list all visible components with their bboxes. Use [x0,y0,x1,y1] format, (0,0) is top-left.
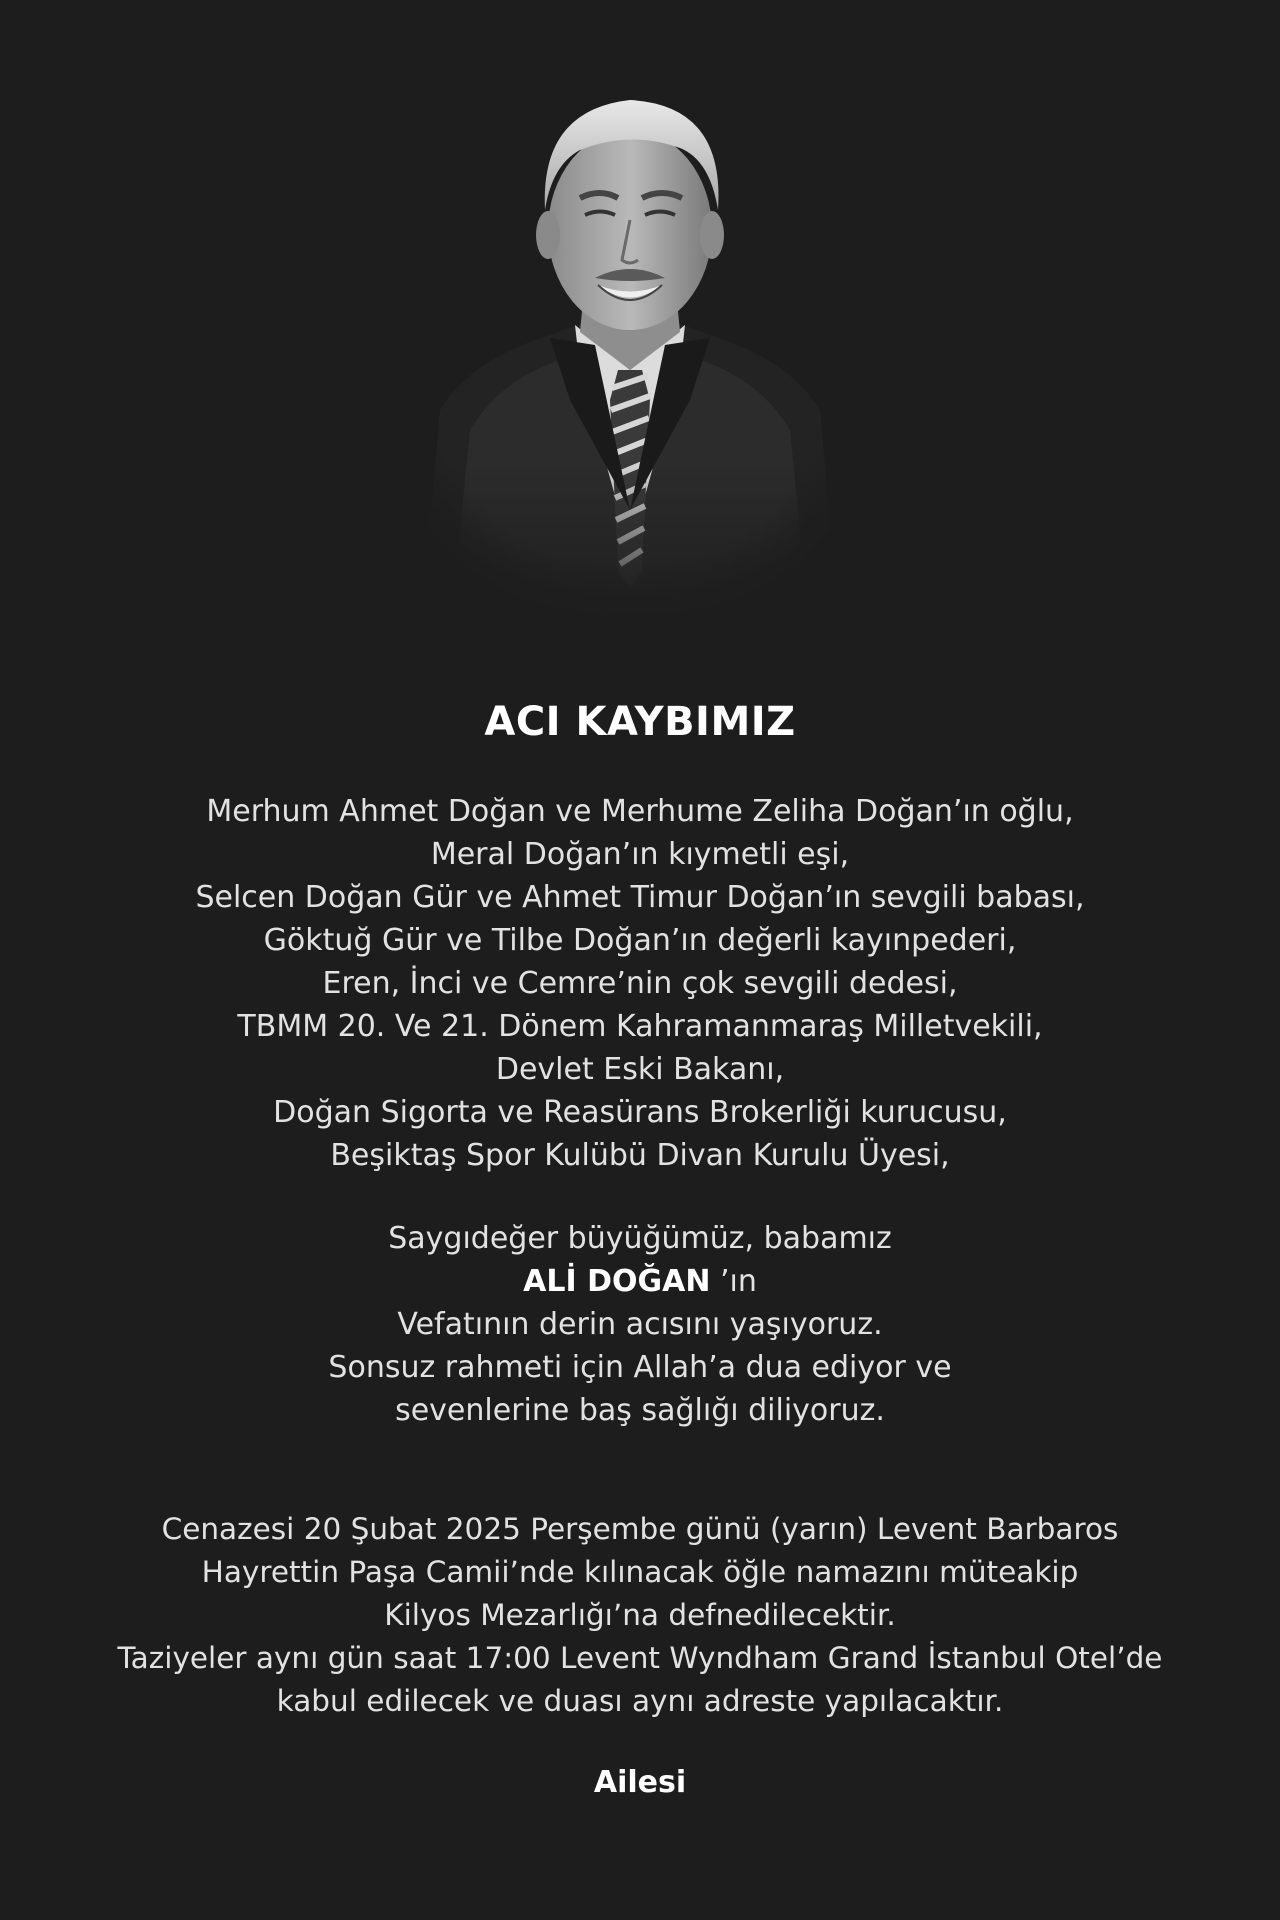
intro-line: TBMM 20. Ve 21. Dönem Kahramanmaraş Milletvekili, [237,1009,1043,1044]
intro-line: Doğan Sigorta ve Reasürans Brokerliği kurucusu, [273,1095,1007,1130]
intro-line: Eren, İnci ve Cemre’nin çok sevgili dedesi, [322,966,958,1001]
intro-line: Beşiktaş Spor Kulübü Divan Kurulu Üyesi, [330,1138,950,1173]
portrait-photo [380,70,880,630]
deceased-name: ALİ DOĞAN [523,1264,711,1299]
funeral-line: kabul edilecek ve duası aynı adreste yapılacaktır. [276,1684,1004,1718]
tribute-name-line [0,1260,1280,1303]
intro-line: Merhum Ahmet Doğan ve Merhume Zeliha Doğan’ın oğlu, [206,794,1074,829]
funeral-line: Taziyeler aynı gün saat 17:00 Levent Wyndham Grand İstanbul Otel’de [117,1641,1163,1675]
tribute-line: Vefatının derin acısını yaşıyoruz. [397,1307,883,1342]
obituary-heading: ACI KAYBIMIZ [484,699,796,745]
tribute-line: sevenlerine baş sağlığı diliyoruz. [395,1393,885,1428]
funeral-line: Cenazesi 20 Şubat 2025 Perşembe günü (yarın) Levent Barbaros [161,1512,1119,1546]
funeral-line: Hayrettin Paşa Camii’nde kılınacak öğle namazını müteakip [201,1555,1079,1589]
intro-line: Göktuğ Gür ve Tilbe Doğan’ın değerli kayınpederi, [263,923,1017,958]
name-suffix: ’ın [710,1264,757,1299]
intro-line: Selcen Doğan Gür ve Ahmet Timur Doğan’ın sevgili babası, [195,880,1085,915]
intro-paragraph [0,790,1280,1177]
signature: Ailesi [593,1765,687,1800]
tribute-line: Saygıdeğer büyüğümüz, babamız [388,1221,892,1256]
funeral-line: Kilyos Mezarlığı’na defnedilecektir. [384,1598,896,1632]
funeral-details [0,1508,1280,1723]
intro-line: Devlet Eski Bakanı, [495,1052,785,1087]
tribute-line: Sonsuz rahmeti için Allah’a dua ediyor ve [328,1350,952,1385]
intro-line: Meral Doğan’ın kıymetli eşi, [430,837,850,872]
tribute-paragraph [0,1217,1280,1432]
